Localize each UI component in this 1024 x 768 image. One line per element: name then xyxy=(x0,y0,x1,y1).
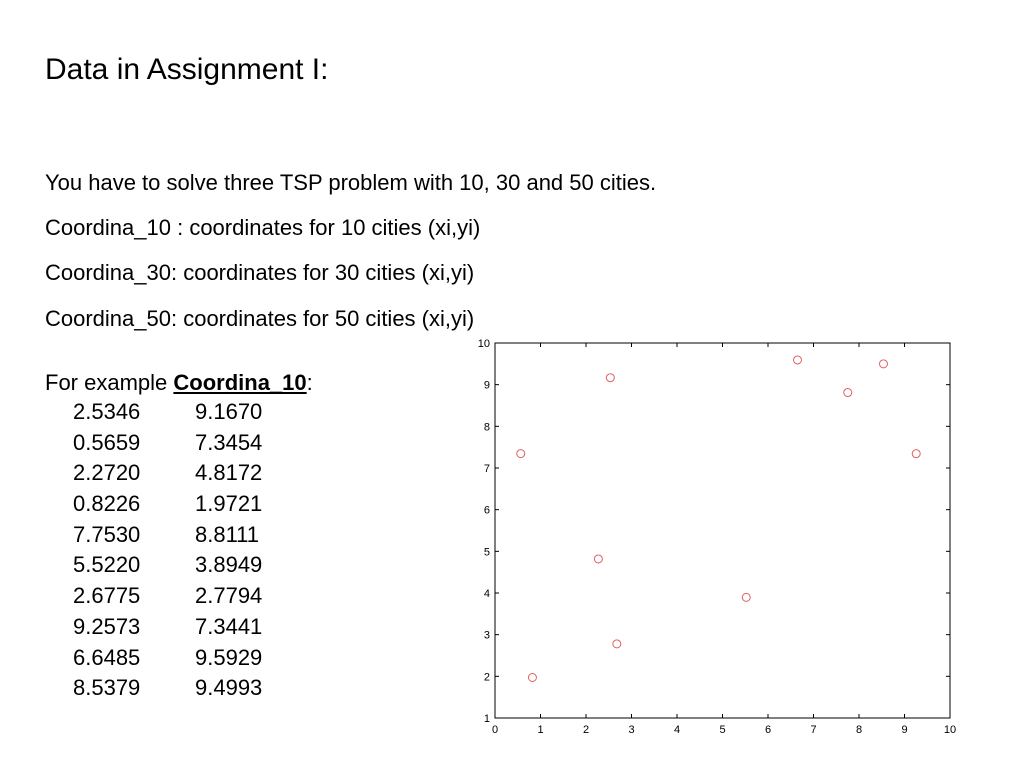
coordina-10-description: Coordina_10 : coordinates for 10 cities (xi,yi) xyxy=(45,215,481,240)
coordinate-y: 8.8111 xyxy=(195,521,260,547)
coordinate-x: 8.5379 xyxy=(73,675,141,701)
coordinate-row xyxy=(73,458,262,489)
plot-frame xyxy=(495,343,950,718)
coordinate-row xyxy=(73,428,262,459)
coordinate-row xyxy=(73,581,262,612)
city-point xyxy=(794,356,802,364)
city-point xyxy=(844,389,852,397)
y-tick-label: 1 xyxy=(483,713,490,725)
coordinate-x: 0.5659 xyxy=(73,429,141,455)
y-tick-label: 8 xyxy=(483,421,490,434)
coordinate-x: 0.8226 xyxy=(73,491,141,517)
x-tick-label: 5 xyxy=(719,724,726,736)
coordinate-row xyxy=(73,612,262,643)
coordinate-row xyxy=(73,397,262,428)
coordinate-y: 1.9721 xyxy=(195,491,263,517)
x-tick-label: 9 xyxy=(901,724,908,736)
y-tick-label: 9 xyxy=(483,379,490,392)
x-tick-label: 4 xyxy=(673,724,681,736)
example-heading xyxy=(45,369,313,397)
coordinate-x: 2.6775 xyxy=(73,583,141,609)
coordinate-x: 6.6485 xyxy=(73,644,141,670)
x-tick-label: 2 xyxy=(582,724,590,736)
coordina-30-description: Coordina_30: coordinates for 30 cities (xi,yi) xyxy=(45,260,475,285)
example-dataset-name: Coordina_10 xyxy=(173,370,307,395)
city-point xyxy=(517,450,525,458)
example-prefix: For example xyxy=(45,370,174,395)
coordinate-y: 3.8949 xyxy=(195,552,263,578)
coordinate-y: 7.3441 xyxy=(195,613,263,639)
slide-title: Data in Assignment I: xyxy=(45,53,329,86)
coordinate-x: 2.5346 xyxy=(73,399,141,424)
x-tick-label: 3 xyxy=(628,724,635,736)
city-point xyxy=(912,450,920,458)
city-point xyxy=(594,555,602,563)
city-point xyxy=(606,374,614,382)
coordinate-row xyxy=(73,489,262,520)
y-tick-label: 4 xyxy=(483,588,490,600)
y-tick-label: 5 xyxy=(483,546,490,559)
coordinate-y: 7.3454 xyxy=(195,429,263,455)
coordinate-x: 7.7530 xyxy=(73,521,141,547)
coordinate-x: 5.5220 xyxy=(73,552,141,578)
x-tick-label: 0 xyxy=(491,724,499,736)
city-scatter-plot xyxy=(470,335,970,745)
x-tick-label: 8 xyxy=(855,724,863,736)
city-point xyxy=(879,360,887,368)
x-tick-label: 7 xyxy=(810,724,817,736)
coordinate-y: 4.8172 xyxy=(195,460,263,486)
y-tick-label: 10 xyxy=(477,338,490,350)
coordinate-row xyxy=(73,550,262,581)
coordinate-row xyxy=(73,643,262,674)
x-tick-label: 1 xyxy=(537,724,544,736)
coordinate-y: 9.1670 xyxy=(195,399,263,424)
y-tick-label: 7 xyxy=(483,463,490,475)
city-point xyxy=(613,640,621,648)
coordinate-y: 9.5929 xyxy=(195,644,263,670)
city-point xyxy=(528,673,536,681)
intro-text: You have to solve three TSP problem with 10, 30 and 50 cities. xyxy=(45,170,657,195)
city-point xyxy=(742,593,750,601)
y-tick-label: 6 xyxy=(483,504,490,517)
x-tick-label: 6 xyxy=(764,724,772,736)
coordinate-row xyxy=(73,520,262,551)
coordinate-row xyxy=(73,673,262,704)
coordinate-y: 2.7794 xyxy=(195,583,263,609)
example-suffix: : xyxy=(306,370,313,395)
y-tick-label: 2 xyxy=(483,671,490,684)
y-tick-label: 3 xyxy=(483,629,490,642)
coordinate-x: 2.2720 xyxy=(73,460,141,486)
coordinate-x: 9.2573 xyxy=(73,613,141,639)
x-tick-label: 10 xyxy=(943,724,957,736)
coordinate-y: 9.4993 xyxy=(195,675,263,701)
coordina-50-description: Coordina_50: coordinates for 50 cities (xi,yi) xyxy=(45,306,475,331)
coordinate-list xyxy=(73,397,262,704)
